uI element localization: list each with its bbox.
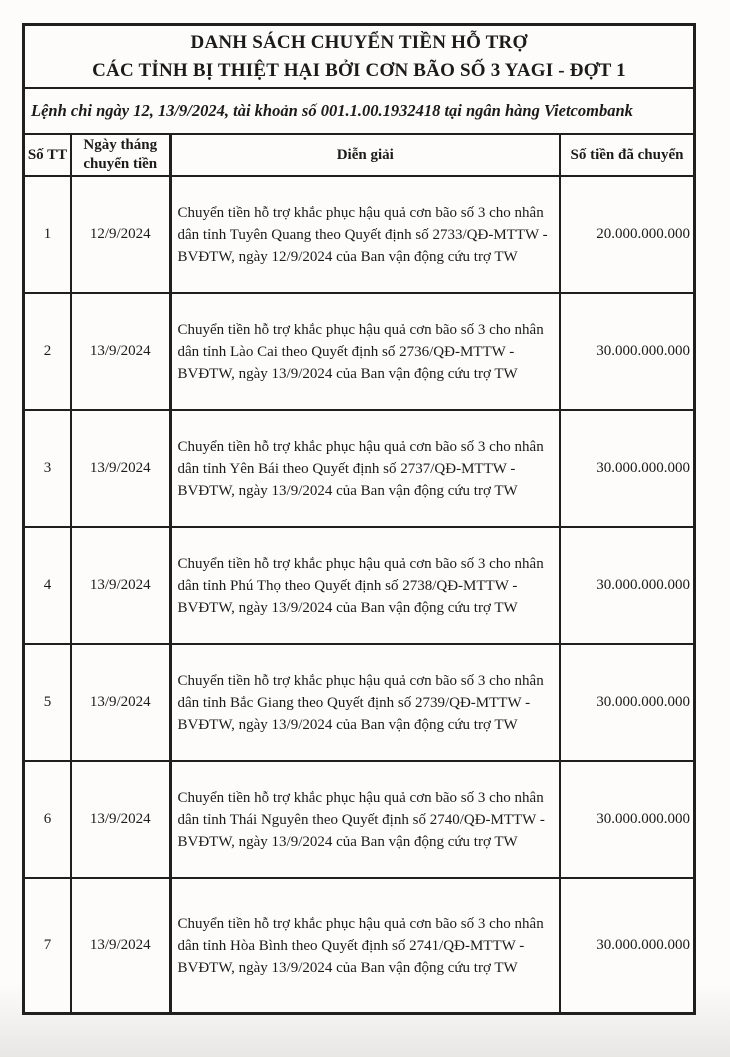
cell-stt: 4 [25,527,71,644]
transfer-table [25,135,693,1012]
cell-stt: 6 [25,761,71,878]
cell-description: Chuyển tiền hỗ trợ khắc phục hậu quả cơn bão số 3 cho nhân dân tỉnh Lào Cai theo Quyết định số 2736/QĐ-MTTW - BVĐTW, ngày 13/9/2024 của Ban vận động cứu trợ TW [170,293,560,410]
transfer-list-document [22,23,696,1015]
table-header-row [25,135,693,176]
cell-transfer-date: 13/9/2024 [71,761,170,878]
cell-amount: 30.000.000.000 [560,527,693,644]
document-title [25,26,693,89]
cell-amount: 30.000.000.000 [560,878,693,1012]
table-row [25,176,693,293]
table-row [25,293,693,410]
cell-description: Chuyển tiền hỗ trợ khắc phục hậu quả cơn bão số 3 cho nhân dân tỉnh Tuyên Quang theo Quyết định số 2733/QĐ-MTTW - BVĐTW, ngày 12/9/2024 của Ban vận động cứu trợ TW [170,176,560,293]
document-title-line1: DANH SÁCH CHUYỂN TIỀN HỖ TRỢ [190,32,528,53]
cell-amount: 20.000.000.000 [560,176,693,293]
cell-stt: 3 [25,410,71,527]
cell-transfer-date: 13/9/2024 [71,293,170,410]
cell-amount: 30.000.000.000 [560,410,693,527]
cell-stt: 1 [25,176,71,293]
cell-description: Chuyển tiền hỗ trợ khắc phục hậu quả cơn bão số 3 cho nhân dân tỉnh Hòa Bình theo Quyết định số 2741/QĐ-MTTW - BVĐTW, ngày 13/9/2024 của Ban vận động cứu trợ TW [170,878,560,1012]
cell-amount: 30.000.000.000 [560,644,693,761]
cell-amount: 30.000.000.000 [560,293,693,410]
table-row [25,761,693,878]
cell-stt: 7 [25,878,71,1012]
cell-transfer-date: 13/9/2024 [71,527,170,644]
cell-stt: 2 [25,293,71,410]
cell-transfer-date: 13/9/2024 [71,644,170,761]
table-row [25,644,693,761]
cell-description: Chuyển tiền hỗ trợ khắc phục hậu quả cơn bão số 3 cho nhân dân tỉnh Yên Bái theo Quyết định số 2737/QĐ-MTTW - BVĐTW, ngày 13/9/2024 của Ban vận động cứu trợ TW [170,410,560,527]
cell-description: Chuyển tiền hỗ trợ khắc phục hậu quả cơn bão số 3 cho nhân dân tỉnh Thái Nguyên theo Quyết định số 2740/QĐ-MTTW - BVĐTW, ngày 13/9/2024 của Ban vận động cứu trợ TW [170,761,560,878]
cell-description: Chuyển tiền hỗ trợ khắc phục hậu quả cơn bão số 3 cho nhân dân tỉnh Phú Thọ theo Quyết định số 2738/QĐ-MTTW - BVĐTW, ngày 13/9/2024 của Ban vận động cứu trợ TW [170,527,560,644]
payment-order-note: Lệnh chi ngày 12, 13/9/2024, tài khoản số 001.1.00.1932418 tại ngân hàng Vietcombank [25,89,693,135]
table-row [25,527,693,644]
cell-stt: 5 [25,644,71,761]
header-stt: Số TT [25,135,71,176]
cell-transfer-date: 13/9/2024 [71,410,170,527]
document-title-line2: CÁC TỈNH BỊ THIỆT HẠI BỞI CƠN BÃO SỐ 3 YAGI - ĐỢT 1 [92,60,626,81]
cell-transfer-date: 13/9/2024 [71,878,170,1012]
cell-transfer-date: 12/9/2024 [71,176,170,293]
cell-amount: 30.000.000.000 [560,761,693,878]
header-transfer-date: Ngày tháng chuyển tiền [71,135,170,176]
table-row [25,878,693,1012]
table-row [25,410,693,527]
header-description: Diễn giải [170,135,560,176]
header-amount-transferred: Số tiền đã chuyển [560,135,693,176]
cell-description: Chuyển tiền hỗ trợ khắc phục hậu quả cơn bão số 3 cho nhân dân tỉnh Bắc Giang theo Quyết định số 2739/QĐ-MTTW - BVĐTW, ngày 13/9/2024 của Ban vận động cứu trợ TW [170,644,560,761]
table-body [25,176,693,1012]
